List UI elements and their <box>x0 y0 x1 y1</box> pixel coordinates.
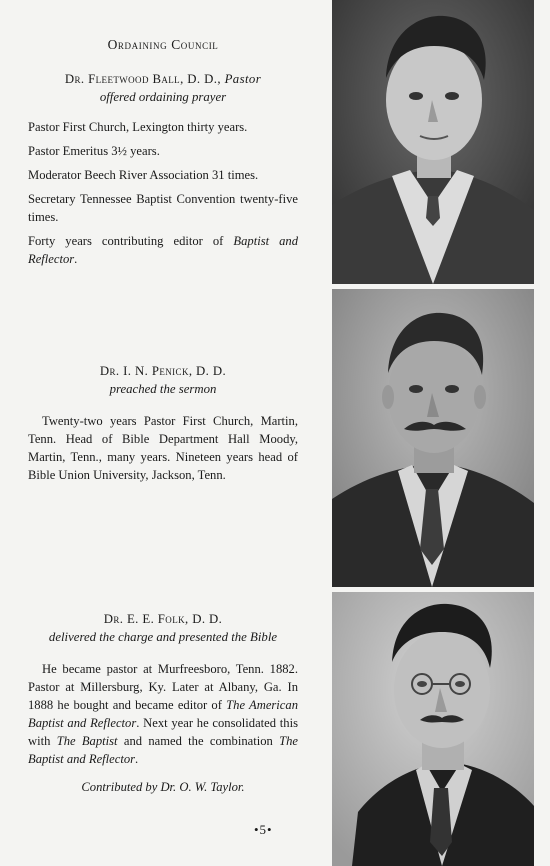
penick-name: I. N. Penick <box>123 364 189 378</box>
penick-action: preached the sermon <box>109 382 217 396</box>
portrait-ball-image <box>332 0 534 284</box>
ball-bio-line-1: Pastor First Church, Lexington thirty years. <box>28 120 248 134</box>
ball-bio-line-4: Secretary Tennessee Baptist Convention twenty-five times. <box>28 192 298 224</box>
folk-text-block <box>28 610 298 802</box>
folk-degree: , D. D. <box>185 612 223 626</box>
folk-action: delivered the charge and presented the Bible <box>48 630 278 644</box>
penick-name-prefix: Dr. <box>99 364 124 378</box>
ball-name-prefix: Dr. <box>64 72 89 86</box>
ball-publication: Baptist and Reflector <box>28 234 299 266</box>
ball-bio-line-3: Moderator Beech River Association 31 times. <box>28 168 259 182</box>
penick-text-block <box>28 362 298 490</box>
ball-text-block <box>28 36 298 274</box>
penick-name-line <box>28 362 298 380</box>
folk-bio-a: He became pastor at Murfreesboro, Tenn. 1882. Pastor at Millersburg, Ky. Later at Albany, Ga. In 1888 he bought and became editor of <box>28 662 298 712</box>
ball-degree: , D. D., <box>180 72 225 86</box>
folk-name-prefix: Dr. <box>103 612 127 626</box>
portrait-fleetwood-ball <box>332 0 534 284</box>
ball-name: Fleetwood Ball <box>88 72 181 86</box>
ball-bio-line-5 <box>28 232 298 268</box>
folk-publication-2: The Baptist <box>56 734 118 748</box>
penick-degree: , D. D. <box>188 364 227 378</box>
penick-bio: Twenty-two years Pastor First Church, Martin, Tenn. Head of Bible Department Hall Moody, Martin, Tenn., many years. Nineteen years head of Bible Union University, Jackson, Tenn. <box>28 414 298 482</box>
portrait-penick-image <box>332 289 534 587</box>
folk-name: E. E. Folk <box>126 612 185 626</box>
portrait-folk-image <box>332 592 534 866</box>
folk-publication-3: The Baptist and Reflector <box>28 734 298 766</box>
ball-name-line <box>28 70 298 88</box>
ball-action: offered ordaining prayer <box>99 90 227 104</box>
folk-name-line <box>28 610 298 628</box>
section-title: Ordaining Council <box>107 37 219 52</box>
folk-credit: Contributed by Dr. O. W. Taylor. <box>81 780 245 794</box>
portrait-i-n-penick <box>332 289 534 587</box>
ball-bio-line-5-text: Forty years contributing editor of <box>28 234 234 248</box>
ball-role-title: Pastor <box>224 72 262 86</box>
folk-bio-d: . <box>135 752 139 766</box>
folk-bio <box>28 660 298 768</box>
portrait-e-e-folk <box>332 592 534 866</box>
folk-bio-b: . Next year he consolidated this with <box>28 716 299 748</box>
folk-bio-c: and named the combination <box>117 734 280 748</box>
folk-publication-1: The American Baptist and Reflector <box>28 698 298 730</box>
ball-bio-line-5-end: . <box>74 252 78 266</box>
ball-bio-line-2: Pastor Emeritus 3½ years. <box>28 144 160 158</box>
page-number: •5• <box>254 822 273 837</box>
